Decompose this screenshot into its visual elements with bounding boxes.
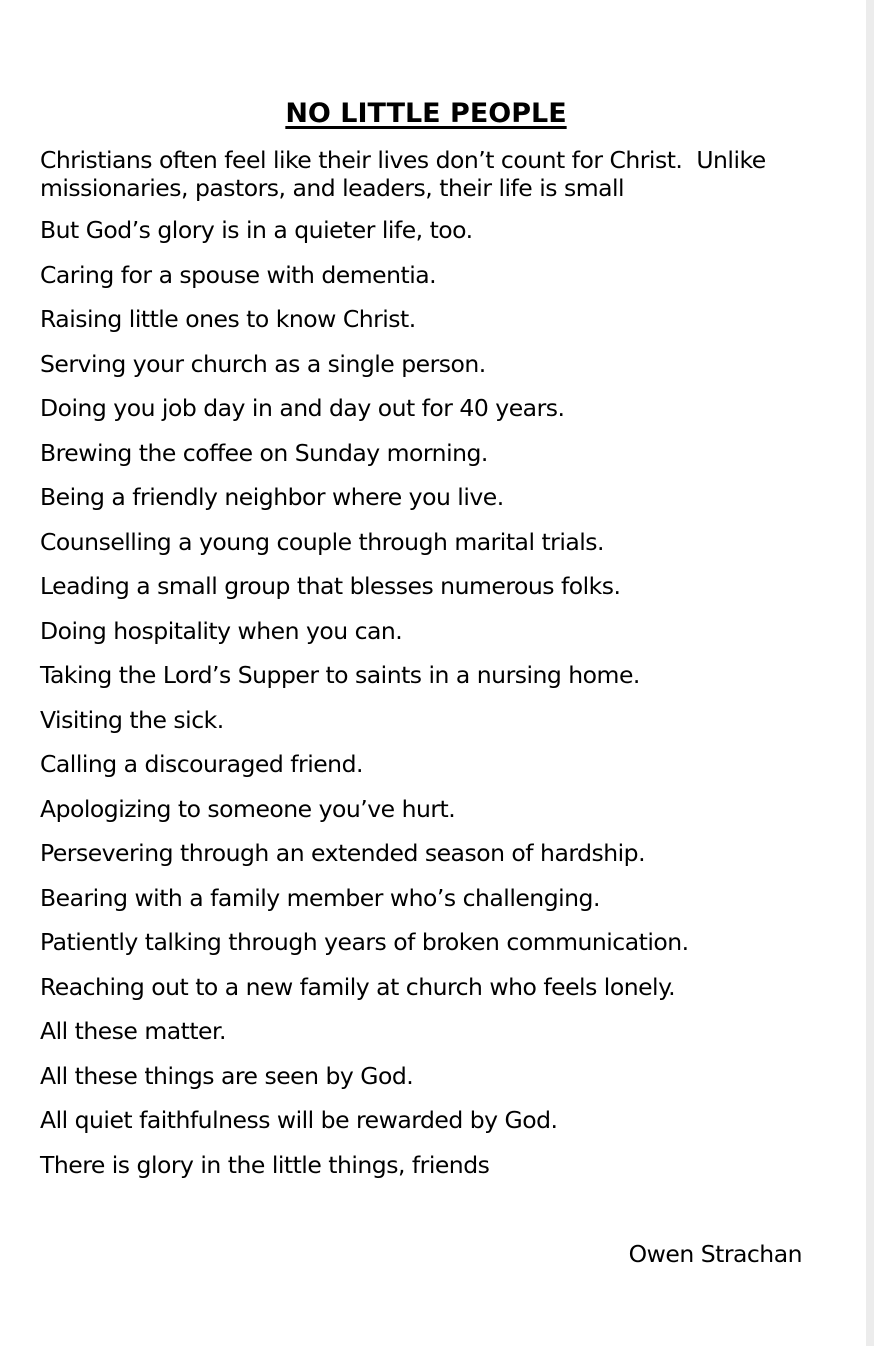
poem-line: Serving your church as a single person. bbox=[40, 349, 486, 378]
poem-line: Patiently talking through years of broken communication. bbox=[40, 928, 689, 956]
poem-line: All these things are seen by God. bbox=[40, 1061, 414, 1090]
poem-line: Caring for a spouse with dementia. bbox=[40, 260, 437, 289]
poem-line: Calling a discouraged friend. bbox=[40, 750, 363, 778]
poem-lines bbox=[40, 208, 840, 1187]
poem-line: Taking the Lord’s Supper to saints in a nursing home. bbox=[40, 661, 640, 689]
poem-line: All quiet faithfulness will be rewarded by God. bbox=[40, 1106, 558, 1134]
poem-line: Bearing with a family member who’s challenging. bbox=[40, 883, 600, 912]
poem-line: Counselling a young couple through marital trials. bbox=[40, 527, 604, 556]
poem-line: Apologizing to someone you’ve hurt. bbox=[40, 794, 456, 823]
poem-line: All these matter. bbox=[40, 1017, 226, 1045]
document-title: NO LITTLE PEOPLE bbox=[285, 98, 567, 129]
poem-line: Doing hospitality when you can. bbox=[40, 616, 403, 645]
poem-line: Visiting the sick. bbox=[40, 705, 224, 734]
poem-line: Raising little ones to know Christ. bbox=[40, 305, 416, 333]
poem-line: Being a friendly neighbor where you live. bbox=[40, 483, 504, 511]
poem-line: Brewing the coffee on Sunday morning. bbox=[40, 438, 488, 467]
poem-line: Leading a small group that blesses numerous folks. bbox=[40, 572, 621, 600]
poem-line: But God’s glory is in a quieter life, too. bbox=[40, 216, 473, 244]
poem-line: Doing you job day in and day out for 40 years. bbox=[40, 394, 565, 422]
poem-line: Persevering through an extended season of hardship. bbox=[40, 839, 646, 867]
poem-line: Reaching out to a new family at church who feels lonely. bbox=[40, 972, 676, 1001]
scrollbar-track[interactable] bbox=[866, 0, 874, 1346]
poem-line: There is glory in the little things, friends bbox=[40, 1150, 490, 1179]
intro-paragraph: Christians often feel like their lives don’t count for Christ. Unlike missionaries, pastors, and leaders, their life is small bbox=[40, 146, 773, 202]
author-name: Owen Strachan bbox=[628, 1240, 802, 1268]
